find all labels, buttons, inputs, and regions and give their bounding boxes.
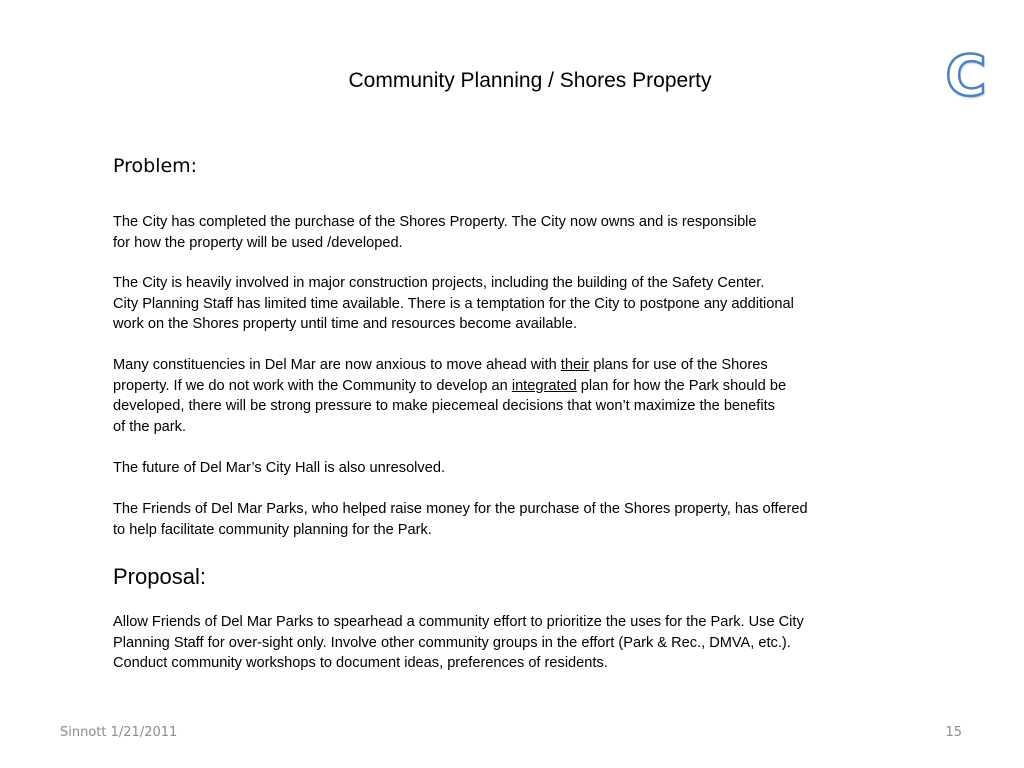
- slide-title: Community Planning / Shores Property: [348, 69, 712, 92]
- text-segment: property. If we do not work with the Community to develop an: [113, 377, 512, 394]
- underlined-word: integrated: [511, 377, 577, 394]
- footer-author-date: Sinnott 1/21/2011: [60, 725, 178, 740]
- text-line: for how the property will be used /developed.: [113, 234, 403, 251]
- problem-paragraph-2: [113, 273, 943, 335]
- text-segment: plan for how the Park should be: [576, 377, 787, 394]
- text-line: Allow Friends of Del Mar Parks to spearhead a community effort to prioritize the uses for the Park. Use City: [113, 614, 804, 630]
- text-line: Planning Staff for over-sight only. Involve other community groups in the effort (Park & Rec., DMVA, etc.).: [113, 634, 791, 651]
- text-line: of the park.: [113, 418, 187, 435]
- problem-paragraph-3: [113, 355, 943, 437]
- problem-paragraph-4: [113, 458, 943, 479]
- text-line: The City has completed the purchase of the Shores Property. The City now owns and is responsible: [113, 214, 757, 230]
- text-line: to help facilitate community planning for the Park.: [113, 521, 432, 538]
- underlined-word: their: [560, 357, 590, 373]
- page-number: 15: [945, 725, 962, 740]
- text-segment: plans for use of the Shores: [589, 357, 768, 373]
- problem-paragraph-1: [113, 212, 943, 253]
- proposal-heading: Proposal:: [113, 564, 206, 589]
- problem-paragraph-5: [113, 499, 943, 540]
- text-line: [113, 355, 943, 376]
- text-line: City Planning Staff has limited time available. There is a temptation for the City to postpone any additional: [113, 295, 794, 312]
- section-badge: [942, 43, 990, 111]
- text-segment: Many constituencies in Del Mar are now anxious to move ahead with: [113, 357, 561, 373]
- text-line: The future of Del Mar’s City Hall is also unresolved.: [113, 460, 446, 476]
- text-line: The Friends of Del Mar Parks, who helped raise money for the purchase of the Shores property, has offered: [113, 501, 808, 517]
- problem-heading: Problem:: [113, 155, 198, 177]
- proposal-paragraph: [113, 612, 943, 674]
- text-line: work on the Shores property until time and resources become available.: [113, 316, 577, 332]
- text-line: Conduct community workshops to document ideas, preferences of residents.: [113, 655, 608, 671]
- section-letter-c: C: [945, 44, 987, 109]
- text-line: developed, there will be strong pressure to make piecemeal decisions that won’t maximize the benefits: [113, 398, 775, 414]
- text-line: [113, 376, 943, 397]
- text-line: The City is heavily involved in major construction projects, including the building of the Safety Center.: [113, 275, 765, 291]
